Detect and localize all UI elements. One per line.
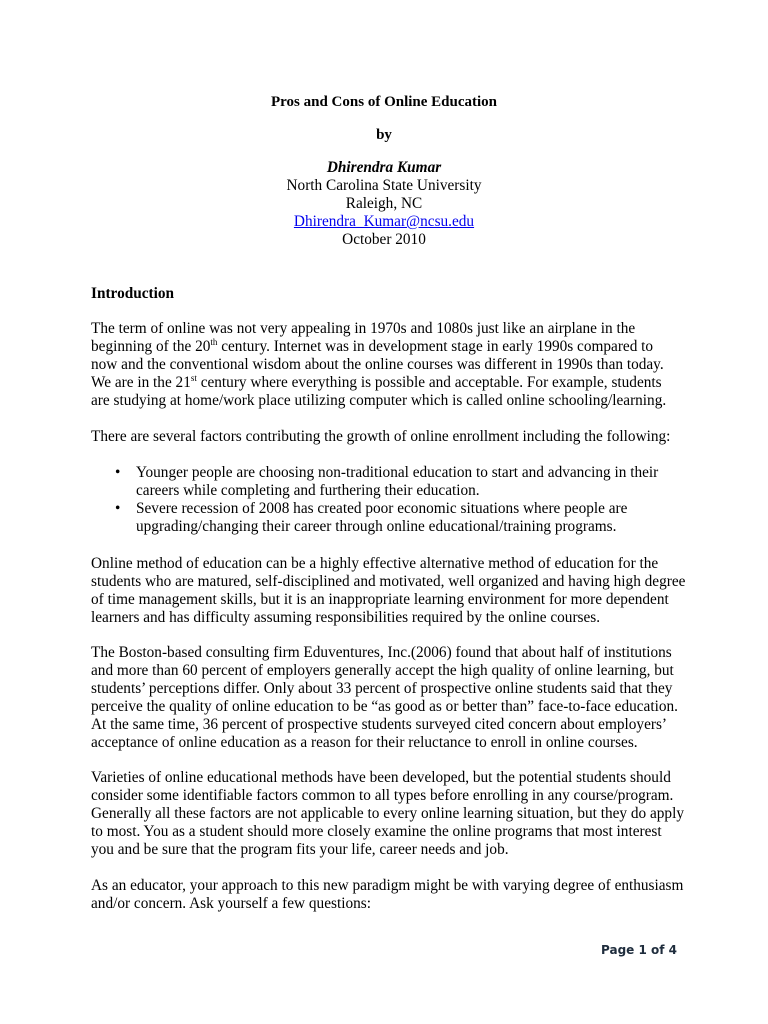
- list-item: [91, 464, 711, 500]
- bullet-icon: •: [115, 500, 121, 517]
- page-number: Page 1 of 4: [601, 943, 677, 957]
- paragraph-line: and/or concern. Ask yourself a few questions:: [91, 895, 371, 912]
- paragraph-line: you and be sure that the program fits your life, career needs and job.: [91, 841, 509, 858]
- paragraph-line: acceptance of online education as a reason for their reluctance to enroll in online courses.: [91, 734, 638, 751]
- paragraph-line: and more than 60 percent of employers generally accept the high quality of online learning, but: [91, 662, 674, 679]
- paragraph-line: consider some identifiable factors common to all types before enrolling in any course/program.: [91, 787, 674, 804]
- paragraph-line: to most. You as a student should more closely examine the online programs that most interest: [91, 823, 662, 840]
- paragraph-line: beginning of the 20th century. Internet was in development stage in early 1990s compared to: [91, 336, 654, 355]
- author-name: Dhirendra Kumar: [326, 159, 442, 176]
- paragraph-line: There are several factors contributing the growth of online enrollment including the following:: [91, 428, 671, 445]
- paragraph-2: [91, 428, 691, 446]
- list-item-line: upgrading/changing their career through online educational/training programs.: [136, 518, 617, 535]
- paragraph-line: The Boston-based consulting firm Eduventures, Inc.(2006) found that about half of institutions: [91, 644, 672, 661]
- document-date: October 2010: [342, 231, 426, 248]
- paragraph-line: Online method of education can be a highly effective alternative method of education for the: [91, 555, 659, 572]
- paragraph-4: [91, 644, 691, 752]
- author-affiliation: North Carolina State University: [286, 177, 482, 194]
- bullet-list: [91, 464, 711, 536]
- section-heading-introduction: Introduction: [91, 285, 175, 302]
- list-item: [91, 500, 711, 536]
- byline-by: by: [376, 127, 392, 143]
- paragraph-line: students who are matured, self-disciplined and motivated, well organized and having high degree: [91, 573, 686, 590]
- paragraph-line: The term of online was not very appealing in 1970s and 1080s just like an airplane in the: [91, 320, 636, 337]
- author-email-link[interactable]: Dhirendra_Kumar@ncsu.edu: [293, 213, 475, 230]
- list-item-line: Severe recession of 2008 has created poor economic situations where people are: [136, 500, 628, 517]
- paragraph-line: now and the conventional wisdom about the online courses was different in 1990s than today.: [91, 356, 664, 373]
- paragraph-line: At the same time, 36 percent of prospective students surveyed cited concern about employers’: [91, 716, 667, 733]
- paragraph-line: perceive the quality of online education to be “as good as or better than” face-to-face education.: [91, 698, 678, 715]
- paragraph-line: students’ perceptions differ. Only about 33 percent of prospective online students said that they: [91, 680, 673, 697]
- paragraph-1: [91, 320, 691, 410]
- paragraph-5: [91, 769, 691, 859]
- paragraph-line: Generally all these factors are not applicable to every online learning situation, but they do apply: [91, 805, 684, 822]
- list-item-line: careers while completing and furthering their education.: [136, 482, 480, 499]
- bullet-icon: •: [115, 464, 121, 481]
- author-location: Raleigh, NC: [345, 195, 423, 212]
- paragraph-line: Varieties of online educational methods have been developed, but the potential students should: [91, 769, 671, 786]
- paragraph-line: of time management skills, but it is an inappropriate learning environment for more dependent: [91, 591, 669, 608]
- paragraph-line: We are in the 21st century where everything is possible and acceptable. For example, students: [91, 372, 662, 391]
- list-item-line: Younger people are choosing non-traditional education to start and advancing in their: [136, 464, 659, 481]
- paragraph-line: As an educator, your approach to this new paradigm might be with varying degree of enthusiasm: [91, 877, 684, 894]
- document-title: Pros and Cons of Online Education: [270, 94, 498, 110]
- paragraph-line: are studying at home/work place utilizing computer which is called online schooling/learning.: [91, 392, 667, 409]
- paragraph-line: learners and has difficulty assuming responsibilities required by the online courses.: [91, 609, 601, 626]
- paragraph-3: [91, 555, 691, 627]
- paragraph-6: [91, 877, 691, 913]
